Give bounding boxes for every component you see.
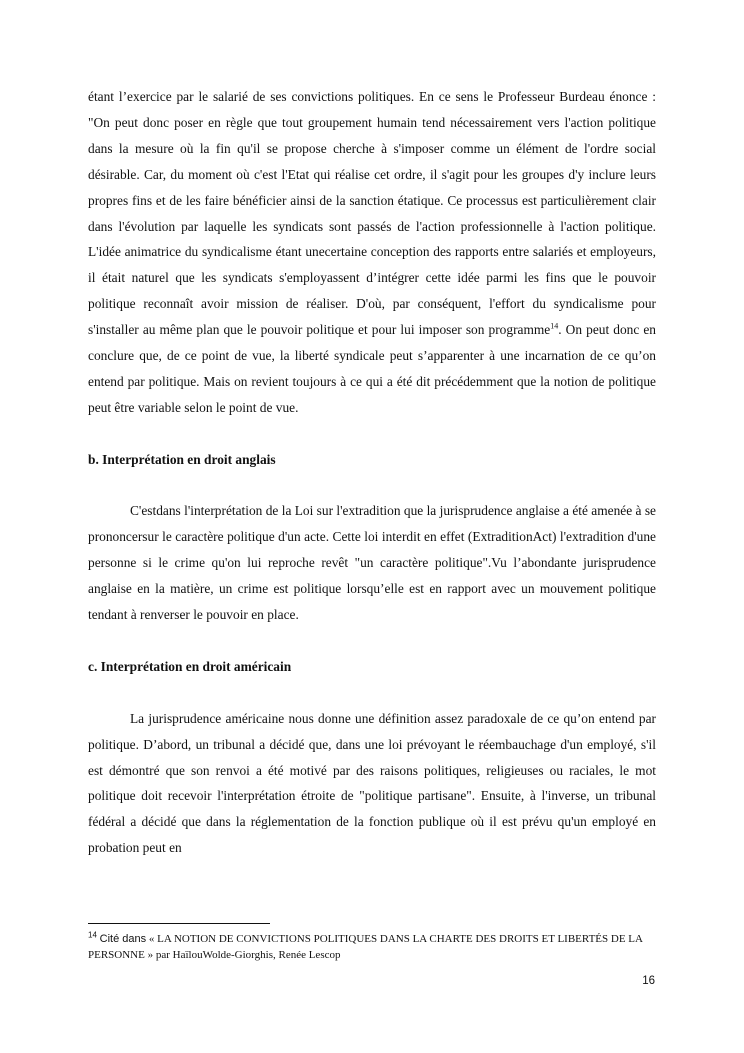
footnote-cite-label: Cité dans <box>99 933 147 945</box>
footnote-reference[interactable]: 14 <box>550 321 559 331</box>
body-paragraph-section-a <box>88 84 656 421</box>
page-number: 16 <box>642 975 655 987</box>
section-heading-c: c. Interprétation en droit américain <box>88 658 292 674</box>
paragraph-text-continued: . On peut donc en conclure que, de ce point de vue, la liberté syndicale peut s’apparenter à une incarnation de ce qu’on entend par politique. Mais on revient toujours à ce qui a été dit précédemment que la notion de politique peut être variable selon le point de vue. <box>88 322 656 415</box>
body-paragraph-section-b: C'estdans l'interprétation de la Loi sur l'extradition que la jurisprudence anglaise a été amenée à se prononcersur le caractère politique d'un acte. Cette loi interdit en effet (ExtraditionAct) l'extradition d'une personne si le crime qu'on lui reproche revêt "un caractère politique".Vu l’abondante jurisprudence anglaise en la matière, un crime est politique lorsqu’elle est en rapport avec un mouvement politique tendant à renverser le pouvoir en place. <box>88 503 656 623</box>
footnote <box>88 931 656 963</box>
footnote-text: « LA NOTION DE CONVICTIONS POLITIQUES DANS LA CHARTE DES DROITS ET LIBERTÉS DE LA PERSONNE » par HaïlouWolde-Giorghis, Renée Lescop <box>88 933 643 961</box>
footnote-separator <box>88 923 270 924</box>
page-body <box>88 84 656 861</box>
footnote-number: 14 <box>88 930 97 940</box>
body-paragraph-section-c: La jurisprudence américaine nous donne une définition assez paradoxale de ce qu’on entend par politique. D’abord, un tribunal a décidé que, dans une loi prévoyant le réembauchage d'un employé, s'il est démontré que son renvoi a été motivé par des raisons politiques, religieuses ou raciales, le mot politique doit recevoir l'interprétation étroite de "politique partisane". Ensuite, à l'inverse, un tribunal fédéral a décidé que dans la réglementation de la fonction publique où il est prévu qu'un employé en probation peut en <box>88 710 656 856</box>
paragraph-text: étant l’exercice par le salarié de ses convictions politiques. En ce sens le Professeur Burdeau énonce : "On peut donc poser en règle que tout groupement humain tend nécessairement vers l'action politique dans la mesure où la fin qu'il se propose cherche à s'imposer comme un élément de l'ordre social désirable. Car, du moment où c'est l'Etat qui réalise cet ordre, il s'agit pour les groupes d'y inclure leurs propres fins et de les faire bénéficier ainsi de la sanction étatique. Ce processus est particulièrement clair dans l'évolution par laquelle les syndicats sont passés de l'action professionnelle à l'action politique. L'idée animatrice du syndicalisme étant unecertaine conception des rapports entre salariés et employeurs, il était naturel que les syndicats s'employassent d’intégrer cette idée parmi les fins que le pouvoir politique reconnaît avoir mission de réaliser. D'où, par conséquent, l'effort du syndicalisme pour s'installer au même plan que le pouvoir politique et pour lui imposer son programme <box>88 89 656 338</box>
section-heading-b: b. Interprétation en droit anglais <box>88 451 276 467</box>
